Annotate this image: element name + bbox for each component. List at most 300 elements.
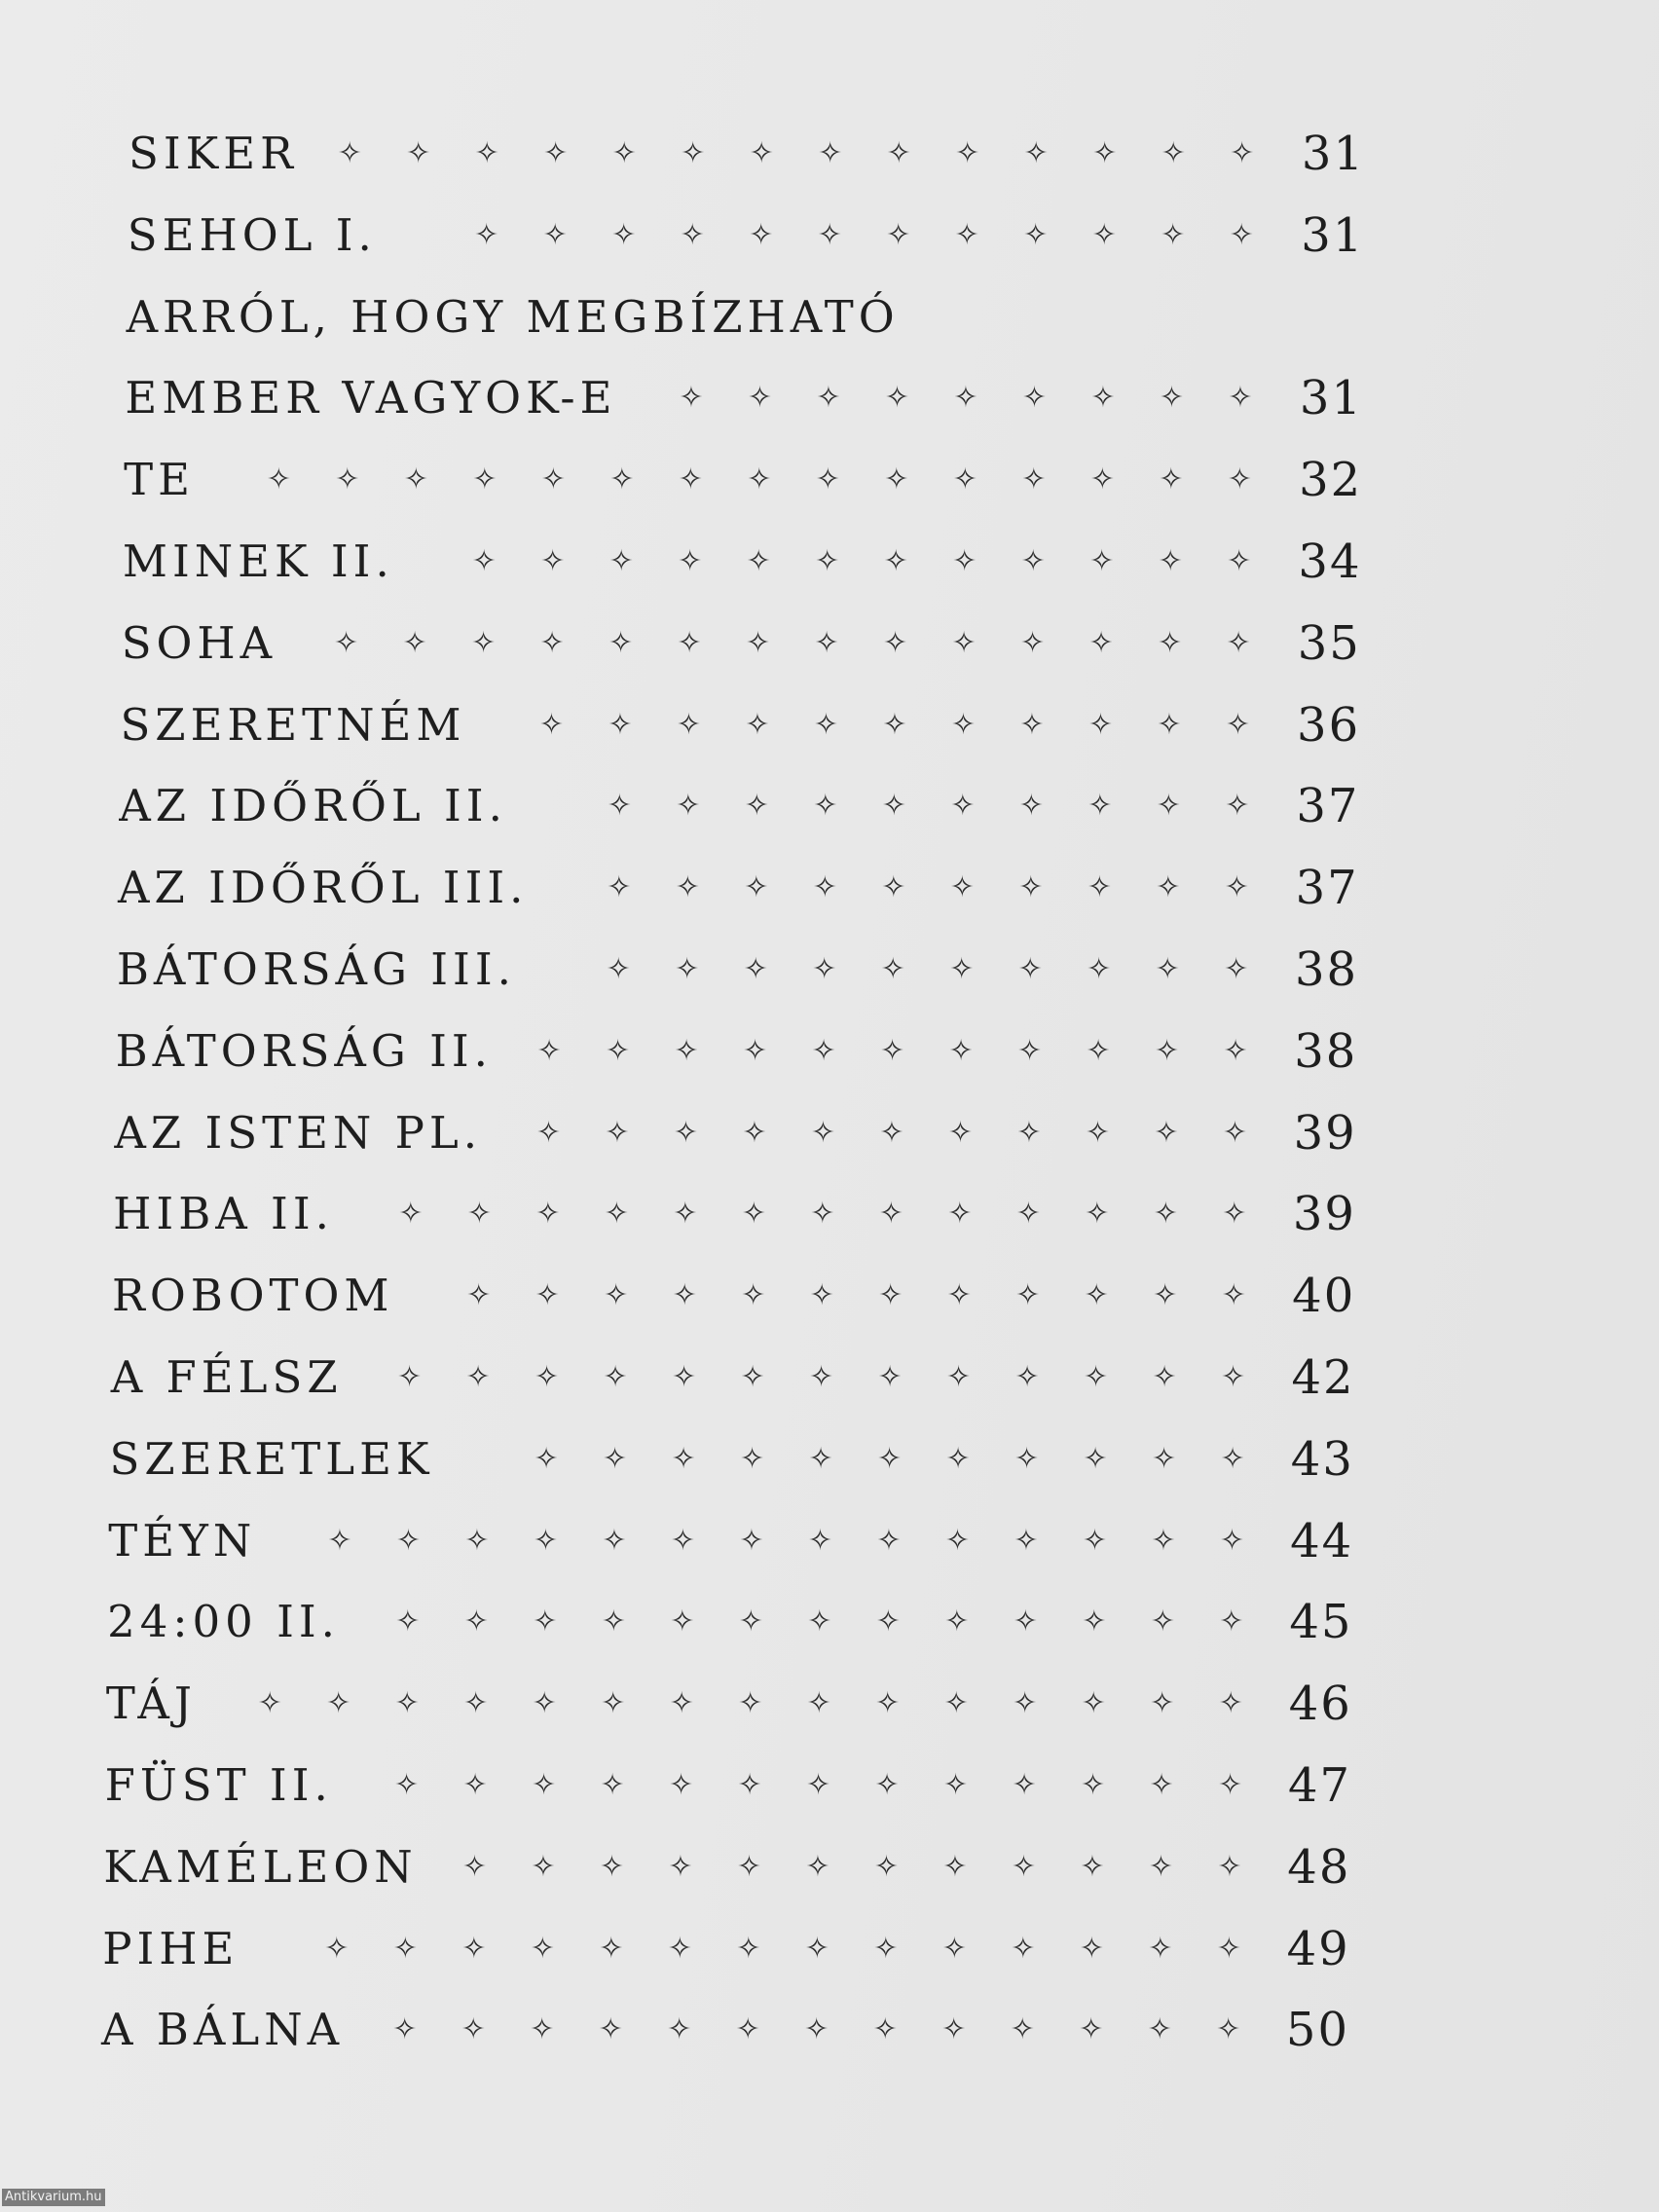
toc-entry-page-number: 36: [1297, 697, 1361, 753]
leader-star-icon: ✧: [678, 544, 703, 578]
toc-entry-page-number: 38: [1294, 942, 1359, 997]
leader-star-icon: ✧: [1150, 1604, 1175, 1640]
leader-star-icon: ✧: [1087, 952, 1112, 986]
leader-star-icon: ✧: [815, 462, 840, 498]
toc-entry: [101, 1991, 1349, 2069]
leader-star-icon: ✧: [879, 1115, 904, 1150]
leader-star-icon: ✧: [741, 1197, 766, 1232]
toc-entry-title: MINEK II.: [122, 535, 394, 587]
dot-leader: [479, 686, 1272, 764]
toc-entry-page-number: 38: [1294, 1023, 1358, 1079]
leader-star-icon: ✧: [599, 1931, 624, 1966]
leader-star-icon: ✧: [941, 1931, 967, 1966]
toc-entry-title: HIBA II.: [113, 1188, 334, 1240]
leader-star-icon: ✧: [879, 1033, 905, 1068]
leader-star-icon: ✧: [1154, 1033, 1180, 1068]
leader-star-icon: ✧: [674, 1033, 699, 1068]
toc-entry: [116, 1013, 1358, 1090]
toc-entry-page-number: 48: [1287, 1839, 1351, 1895]
toc-entry: [127, 278, 1364, 356]
toc-entry-title: BÁTORSÁG III.: [116, 943, 516, 995]
toc-entry: [103, 1828, 1350, 1906]
leader-star-icon: ✧: [671, 1441, 696, 1476]
toc-entry-title: AZ ISTEN PL.: [114, 1106, 483, 1159]
leader-star-icon: ✧: [1156, 789, 1181, 824]
leader-star-icon: ✧: [815, 544, 840, 578]
leader-star-icon: ✧: [1151, 1441, 1177, 1476]
leader-star-icon: ✧: [944, 1523, 970, 1558]
leader-star-icon: ✧: [679, 381, 704, 416]
leader-star-icon: ✧: [535, 1197, 561, 1232]
leader-star-icon: ✧: [543, 136, 569, 170]
leader-star-icon: ✧: [531, 1849, 556, 1884]
toc-entry-page-number: 40: [1292, 1269, 1356, 1324]
dot-leader: [630, 359, 1274, 437]
leader-star-icon: ✧: [1226, 625, 1251, 660]
leader-star-icon: ✧: [535, 1360, 560, 1394]
leader-star-icon: ✧: [1020, 625, 1046, 660]
toc-entry-page-number: 34: [1298, 535, 1362, 589]
toc-entry-page-number: 32: [1299, 453, 1363, 508]
leader-star-icon: ✧: [1151, 1523, 1176, 1558]
leader-star-icon: ✧: [877, 1360, 903, 1394]
leader-star-icon: ✧: [667, 2012, 692, 2047]
toc-entry-title: SOHA: [121, 616, 277, 669]
leader-star-icon: ✧: [1086, 1033, 1111, 1068]
leader-star-icon: ✧: [608, 544, 634, 578]
leader-star-icon: ✧: [1014, 1523, 1039, 1558]
leader-star-icon: ✧: [673, 1115, 698, 1150]
leader-star-icon: ✧: [881, 870, 906, 905]
leader-star-icon: ✧: [599, 1849, 625, 1884]
leader-star-icon: ✧: [1013, 1604, 1038, 1640]
toc-entry: [122, 605, 1361, 682]
toc-entry-page-number: 46: [1288, 1677, 1352, 1732]
leader-star-icon: ✧: [1159, 381, 1184, 416]
leader-star-icon: ✧: [1019, 707, 1045, 742]
leader-star-icon: ✧: [1082, 1523, 1107, 1558]
dot-leader: [356, 1339, 1268, 1417]
leader-star-icon: ✧: [741, 1278, 766, 1313]
leader-star-icon: ✧: [1155, 952, 1180, 986]
leader-star-icon: ✧: [742, 1033, 768, 1068]
toc-entry-page-number: 35: [1297, 615, 1361, 671]
leader-star-icon: ✧: [676, 789, 701, 824]
leader-star-icon: ✧: [538, 707, 565, 742]
dot-leader: [506, 1013, 1270, 1090]
dot-leader: [541, 849, 1271, 927]
toc-entry-title: A BÁLNA: [101, 2004, 345, 2056]
leader-star-icon: ✧: [872, 2012, 898, 2047]
leader-star-icon: ✧: [1216, 1931, 1241, 1966]
leader-star-icon: ✧: [602, 1441, 628, 1476]
leader-star-icon: ✧: [886, 217, 911, 252]
leader-star-icon: ✧: [876, 1523, 902, 1558]
leader-star-icon: ✧: [392, 1931, 418, 1966]
leader-star-icon: ✧: [1224, 952, 1249, 986]
leader-star-icon: ✧: [681, 136, 706, 170]
toc-entry-title: AZ IDŐRŐL II.: [119, 780, 507, 832]
leader-star-icon: ✧: [1084, 1278, 1109, 1313]
dot-leader: [390, 197, 1276, 275]
leader-star-icon: ✧: [809, 1278, 834, 1313]
dot-leader: [496, 1094, 1270, 1172]
leader-star-icon: ✧: [535, 1115, 561, 1150]
leader-star-icon: ✧: [740, 1360, 765, 1394]
leader-star-icon: ✧: [532, 1686, 557, 1721]
leader-star-icon: ✧: [474, 217, 499, 252]
leader-star-icon: ✧: [461, 1849, 488, 1884]
leader-star-icon: ✧: [324, 1931, 350, 1966]
dot-leader: [312, 115, 1276, 193]
leader-star-icon: ✧: [1021, 462, 1047, 498]
leader-star-icon: ✧: [603, 1360, 628, 1394]
leader-star-icon: ✧: [539, 625, 565, 660]
leader-star-icon: ✧: [952, 462, 977, 498]
leader-star-icon: ✧: [735, 2012, 760, 2047]
dot-leader: [408, 523, 1273, 601]
leader-star-icon: ✧: [1082, 1604, 1107, 1640]
leader-star-icon: ✧: [533, 1604, 558, 1640]
leader-star-icon: ✧: [1222, 1197, 1247, 1232]
toc-entry-title: SIKER: [129, 128, 298, 179]
leader-star-icon: ✧: [395, 1604, 421, 1640]
leader-star-icon: ✧: [807, 1604, 832, 1640]
leader-star-icon: ✧: [474, 136, 499, 170]
leader-star-icon: ✧: [1148, 1931, 1173, 1966]
toc-entry-page-number: 37: [1296, 779, 1360, 834]
leader-star-icon: ✧: [257, 1686, 282, 1721]
leader-star-icon: ✧: [609, 462, 635, 498]
leader-star-icon: ✧: [1159, 462, 1184, 498]
leader-star-icon: ✧: [883, 544, 908, 578]
leader-star-icon: ✧: [1085, 1115, 1110, 1150]
leader-star-icon: ✧: [1158, 544, 1183, 578]
leader-star-icon: ✧: [1150, 1686, 1175, 1721]
leader-star-icon: ✧: [1088, 625, 1114, 660]
leader-star-icon: ✧: [947, 1197, 973, 1232]
leader-star-icon: ✧: [542, 217, 568, 252]
leader-star-icon: ✧: [465, 1360, 491, 1394]
leader-star-icon: ✧: [393, 1768, 420, 1802]
leader-star-icon: ✧: [1221, 1360, 1246, 1394]
toc-entry: [113, 1175, 1356, 1253]
toc-entry-title: PIHE: [102, 1922, 240, 1974]
leader-star-icon: ✧: [804, 1931, 830, 1966]
leader-star-icon: ✧: [1219, 1523, 1244, 1558]
toc-entry-title: A FÉLSZ: [110, 1351, 343, 1403]
leader-star-icon: ✧: [337, 136, 362, 170]
leader-star-icon: ✧: [461, 1931, 487, 1966]
leader-star-icon: ✧: [1088, 789, 1113, 824]
toc-entry-page-number: 49: [1286, 1921, 1350, 1976]
leader-star-icon: ✧: [805, 1849, 830, 1884]
leader-star-icon: ✧: [536, 1033, 562, 1068]
leader-star-icon: ✧: [812, 952, 837, 986]
leader-star-icon: ✧: [334, 625, 359, 660]
toc-entry-title: SZERETNÉM: [120, 698, 466, 751]
leader-star-icon: ✧: [1015, 1197, 1041, 1232]
leader-star-icon: ✧: [1079, 1931, 1104, 1966]
toc-entry: [120, 686, 1360, 764]
leader-star-icon: ✧: [605, 1115, 630, 1150]
toc-entry: [123, 523, 1362, 601]
leader-star-icon: ✧: [327, 1523, 352, 1558]
leader-star-icon: ✧: [466, 1278, 492, 1313]
leader-star-icon: ✧: [607, 870, 632, 905]
leader-star-icon: ✧: [471, 625, 497, 660]
leader-star-icon: ✧: [1156, 870, 1181, 905]
leader-star-icon: ✧: [738, 1686, 763, 1721]
leader-star-icon: ✧: [814, 625, 839, 660]
dot-leader: [431, 1828, 1265, 1906]
toc-entry: [110, 1420, 1354, 1498]
leader-star-icon: ✧: [540, 544, 566, 578]
toc-entry: [112, 1257, 1355, 1335]
dot-leader: [348, 1175, 1269, 1253]
leader-star-icon: ✧: [954, 217, 979, 252]
leader-star-icon: ✧: [1230, 136, 1255, 170]
leader-star-icon: ✧: [1158, 625, 1183, 660]
leader-star-icon: ✧: [611, 136, 637, 170]
toc-entry: [128, 197, 1365, 275]
leader-star-icon: ✧: [1089, 544, 1115, 578]
toc-entry-title: TE: [124, 454, 195, 506]
leader-star-icon: ✧: [1011, 1849, 1037, 1884]
leader-star-icon: ✧: [809, 1360, 834, 1394]
leader-star-icon: ✧: [611, 217, 637, 252]
leader-star-icon: ✧: [884, 462, 909, 498]
leader-star-icon: ✧: [406, 136, 431, 170]
toc-entry-page-number: 42: [1291, 1350, 1355, 1405]
leader-star-icon: ✧: [749, 217, 774, 252]
leader-star-icon: ✧: [534, 1441, 559, 1476]
leader-star-icon: ✧: [461, 2012, 486, 2047]
leader-star-icon: ✧: [882, 707, 907, 742]
toc-entry-title: ARRÓL, HOGY MEGBÍZHATÓ: [126, 290, 900, 343]
toc-entry: [108, 1502, 1353, 1580]
leader-star-icon: ✧: [466, 1197, 492, 1232]
leader-star-icon: ✧: [739, 1441, 765, 1476]
leader-star-icon: ✧: [601, 1604, 626, 1640]
leader-star-icon: ✧: [673, 1197, 698, 1232]
toc-entry-title: TÉYN: [108, 1514, 257, 1567]
toc-entry: [124, 441, 1362, 519]
watermark: Antikvarium.hu: [2, 2189, 105, 2206]
dot-leader: [530, 931, 1271, 1009]
leader-star-icon: ✧: [1222, 1115, 1247, 1150]
leader-star-icon: ✧: [535, 1278, 560, 1313]
leader-star-icon: ✧: [1021, 381, 1047, 416]
leader-star-icon: ✧: [1149, 1768, 1174, 1802]
toc-entry: [111, 1339, 1355, 1417]
leader-star-icon: ✧: [946, 1278, 972, 1313]
leader-star-icon: ✧: [737, 1768, 762, 1802]
leader-star-icon: ✧: [608, 707, 633, 742]
toc-entry-page-number: 39: [1292, 1187, 1356, 1242]
leader-star-icon: ✧: [540, 462, 566, 498]
leader-star-icon: ✧: [600, 1768, 625, 1802]
leader-star-icon: ✧: [875, 1604, 901, 1640]
toc-entry-page-number: 43: [1290, 1431, 1354, 1487]
leader-star-icon: ✧: [944, 1604, 970, 1640]
toc-entry-page-number: 39: [1293, 1105, 1357, 1161]
leader-star-icon: ✧: [946, 1360, 972, 1394]
leader-star-icon: ✧: [947, 1115, 973, 1150]
leader-star-icon: ✧: [873, 1931, 899, 1966]
toc-entry-page-number: 50: [1285, 2003, 1349, 2058]
leader-star-icon: ✧: [744, 870, 769, 905]
leader-star-icon: ✧: [743, 952, 768, 986]
leader-star-icon: ✧: [736, 1849, 762, 1884]
toc-entry-title: FÜST II.: [104, 1759, 333, 1811]
leader-star-icon: ✧: [394, 1686, 420, 1721]
toc-entry-title: BÁTORSÁG II.: [115, 1024, 493, 1077]
leader-star-icon: ✧: [680, 217, 705, 252]
leader-star-icon: ✧: [1088, 707, 1114, 742]
leader-star-icon: ✧: [1018, 789, 1044, 824]
toc-entry-title: SZERETLEK: [109, 1432, 434, 1485]
toc-entry-title: SEHOL I.: [127, 208, 377, 261]
leader-star-icon: ✧: [950, 707, 977, 742]
leader-star-icon: ✧: [1015, 1278, 1041, 1313]
leader-star-icon: ✧: [392, 2012, 418, 2047]
leader-star-icon: ✧: [266, 462, 291, 498]
leader-star-icon: ✧: [1080, 1768, 1106, 1802]
toc-entry-title: 24:00 II.: [107, 1596, 340, 1648]
dot-leader: [448, 1420, 1268, 1498]
leader-star-icon: ✧: [876, 1441, 903, 1476]
leader-star-icon: ✧: [1220, 1441, 1245, 1476]
leader-star-icon: ✧: [1087, 870, 1112, 905]
leader-star-icon: ✧: [749, 136, 774, 170]
leader-star-icon: ✧: [949, 870, 975, 905]
leader-star-icon: ✧: [806, 1686, 831, 1721]
leader-star-icon: ✧: [745, 707, 770, 742]
leader-star-icon: ✧: [810, 1115, 835, 1150]
leader-star-icon: ✧: [672, 1278, 697, 1313]
leader-star-icon: ✧: [1079, 2012, 1104, 2047]
leader-star-icon: ✧: [531, 1768, 557, 1802]
toc-entry-title: AZ IDŐRŐL III.: [118, 862, 529, 914]
leader-star-icon: ✧: [953, 381, 978, 416]
leader-star-icon: ✧: [398, 1197, 424, 1232]
leader-star-icon: ✧: [463, 1604, 489, 1640]
toc-entry: [114, 1094, 1356, 1172]
toc-entry: [106, 1665, 1352, 1743]
toc-entry-title: TÁJ: [105, 1677, 197, 1730]
leader-star-icon: ✧: [1090, 381, 1116, 416]
leader-star-icon: ✧: [670, 1604, 695, 1640]
leader-star-icon: ✧: [1227, 544, 1252, 578]
leader-star-icon: ✧: [738, 1604, 763, 1640]
leader-star-icon: ✧: [812, 870, 837, 905]
leader-star-icon: ✧: [1147, 2012, 1172, 2047]
leader-star-icon: ✧: [1016, 1115, 1042, 1150]
toc-entry-page-number: 44: [1290, 1513, 1354, 1568]
leader-star-icon: ✧: [602, 1523, 627, 1558]
leader-star-icon: ✧: [1218, 1686, 1243, 1721]
leader-star-icon: ✧: [1023, 136, 1049, 170]
leader-star-icon: ✧: [1017, 952, 1043, 986]
dot-leader: [270, 1502, 1266, 1580]
leader-star-icon: ✧: [670, 1523, 695, 1558]
leader-star-icon: ✧: [950, 789, 976, 824]
leader-star-icon: ✧: [817, 217, 842, 252]
leader-star-icon: ✧: [805, 1768, 831, 1802]
leader-star-icon: ✧: [736, 1931, 761, 1966]
leader-star-icon: ✧: [813, 707, 839, 742]
leader-star-icon: ✧: [811, 1033, 836, 1068]
toc-entry: [117, 931, 1358, 1009]
toc-entry: [125, 359, 1363, 437]
leader-star-icon: ✧: [1014, 1360, 1040, 1394]
leader-star-icon: ✧: [601, 1686, 626, 1721]
leader-star-icon: ✧: [1217, 1849, 1242, 1884]
leader-star-icon: ✧: [952, 544, 977, 578]
leader-star-icon: ✧: [813, 789, 838, 824]
leader-star-icon: ✧: [1018, 870, 1044, 905]
leader-star-icon: ✧: [675, 870, 700, 905]
leader-star-icon: ✧: [605, 1033, 631, 1068]
leader-star-icon: ✧: [746, 625, 771, 660]
leader-star-icon: ✧: [886, 136, 911, 170]
dot-leader: [408, 1257, 1269, 1335]
leader-star-icon: ✧: [1153, 1197, 1178, 1232]
leader-star-icon: ✧: [744, 789, 769, 824]
leader-star-icon: ✧: [943, 1686, 969, 1721]
leader-star-icon: ✧: [1161, 217, 1186, 252]
leader-star-icon: ✧: [742, 1115, 767, 1150]
leader-star-icon: ✧: [607, 789, 632, 824]
leader-star-icon: ✧: [464, 1523, 490, 1558]
leader-star-icon: ✧: [951, 625, 977, 660]
leader-star-icon: ✧: [1085, 1197, 1110, 1232]
leader-star-icon: ✧: [810, 1197, 835, 1232]
toc-entry: [105, 1747, 1351, 1825]
leader-star-icon: ✧: [678, 462, 703, 498]
toc-entry-title: ROBOTOM: [111, 1270, 394, 1322]
leader-star-icon: ✧: [397, 1360, 423, 1394]
leader-star-icon: ✧: [530, 2012, 555, 2047]
leader-star-icon: ✧: [1225, 789, 1250, 824]
toc-entry-page-number: 37: [1295, 861, 1359, 916]
leader-star-icon: ✧: [608, 625, 634, 660]
leader-star-icon: ✧: [530, 1931, 555, 1966]
leader-star-icon: ✧: [598, 2012, 623, 2047]
leader-star-icon: ✧: [747, 462, 772, 498]
leader-star-icon: ✧: [945, 1441, 971, 1476]
leader-star-icon: ✧: [471, 544, 497, 578]
dot-leader: [353, 1583, 1266, 1661]
leader-star-icon: ✧: [1148, 1849, 1174, 1884]
leader-star-icon: ✧: [949, 952, 975, 986]
leader-star-icon: ✧: [941, 2012, 967, 2047]
toc-entry-page-number: 31: [1301, 127, 1365, 181]
leader-star-icon: ✧: [1020, 544, 1046, 578]
leader-star-icon: ✧: [874, 1768, 900, 1802]
leader-star-icon: ✧: [807, 1523, 832, 1558]
leader-star-icon: ✧: [1023, 217, 1049, 252]
toc-entry: [129, 115, 1365, 193]
leader-star-icon: ✧: [1083, 1441, 1108, 1476]
leader-star-icon: ✧: [808, 1441, 833, 1476]
leader-star-icon: ✧: [1010, 2012, 1035, 2047]
leader-star-icon: ✧: [604, 1197, 629, 1232]
leader-star-icon: ✧: [668, 1849, 693, 1884]
leader-star-icon: ✧: [1229, 217, 1254, 252]
leader-star-icon: ✧: [335, 462, 360, 498]
